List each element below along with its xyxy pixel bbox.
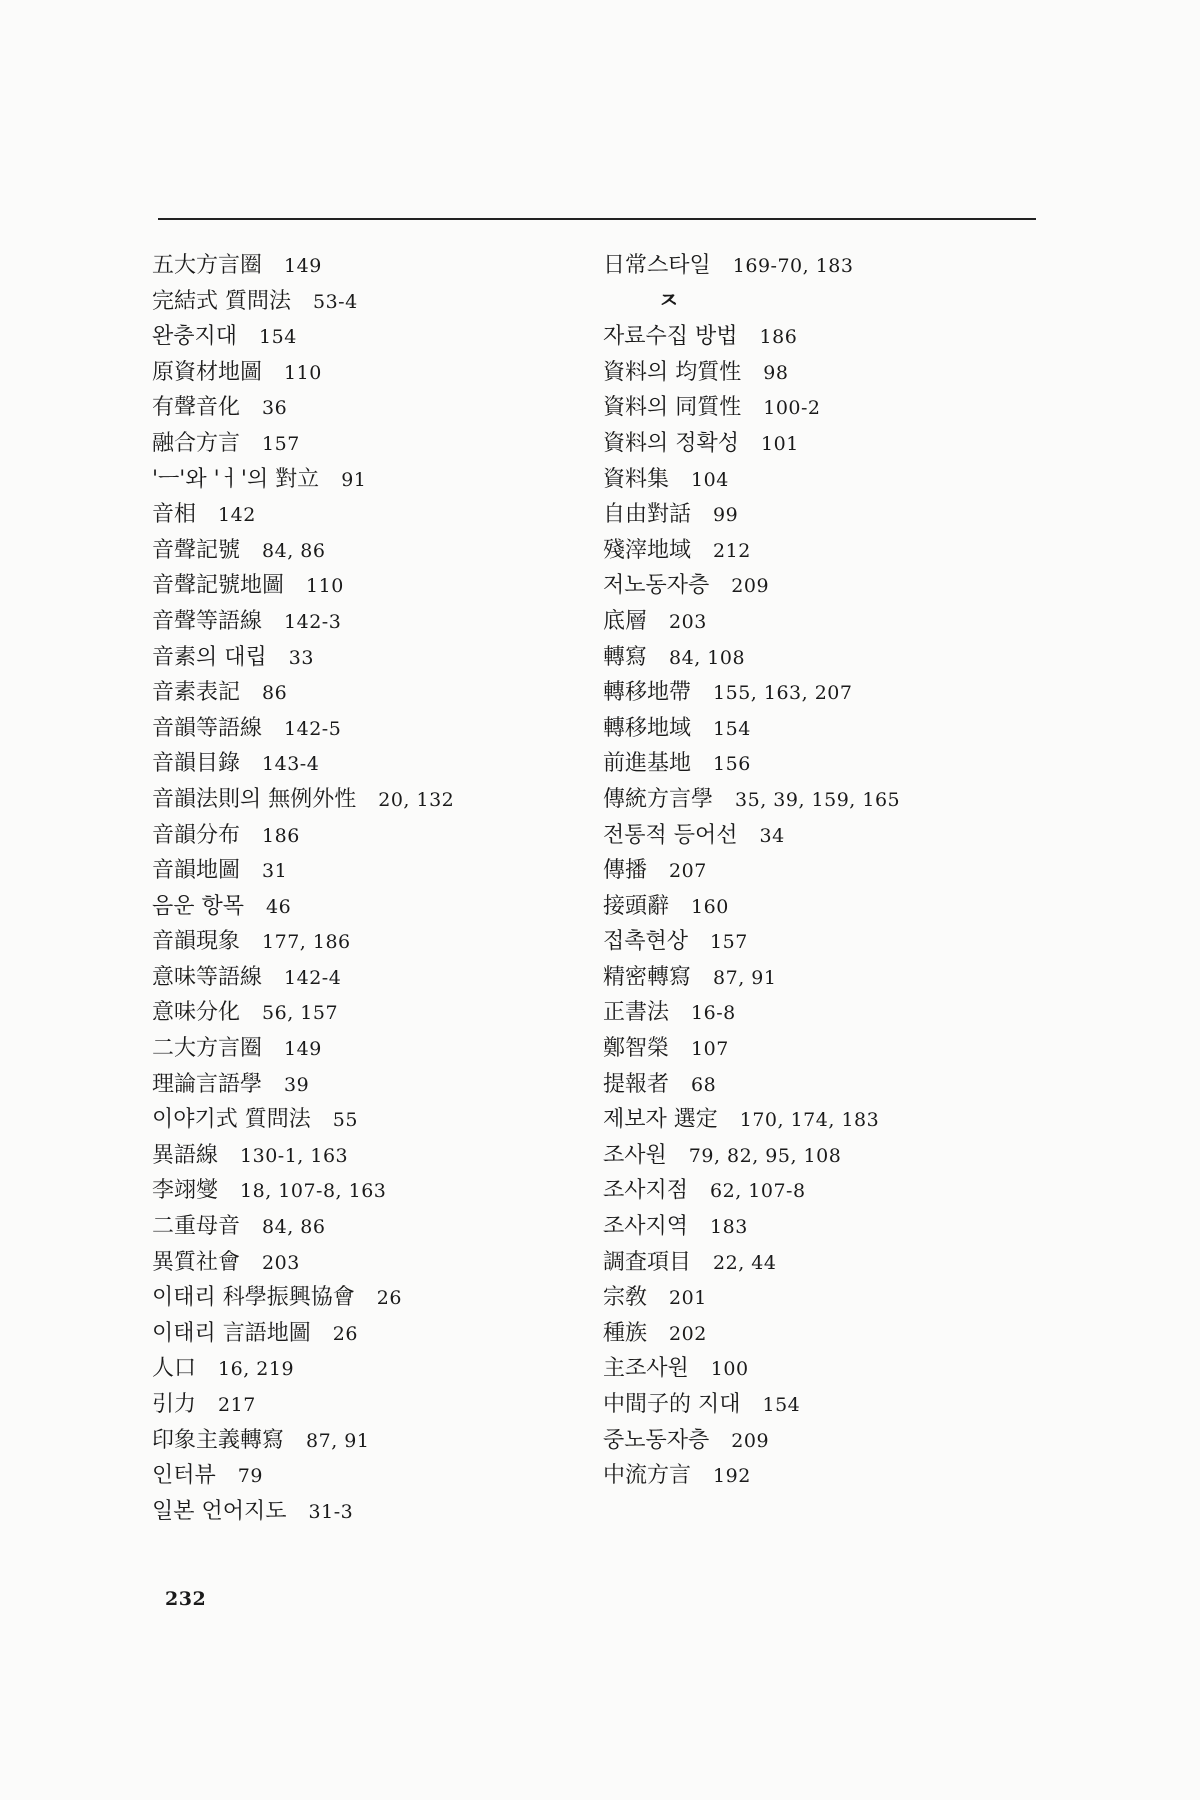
index-term: 제보자 選定: [603, 1107, 718, 1133]
index-term: 李翊燮: [152, 1178, 219, 1204]
index-term: 轉寫: [603, 644, 648, 670]
index-pages: 142-4: [284, 966, 342, 989]
index-entry: [152, 426, 592, 462]
index-term: 傳播: [603, 858, 648, 884]
index-term: 原資材地圖: [152, 359, 263, 385]
index-entry: [603, 1067, 1043, 1103]
index-term: 鄭智榮: [603, 1036, 670, 1062]
index-term: 인터뷰: [152, 1463, 216, 1489]
index-pages: 99: [713, 504, 739, 527]
index-term: 底層: [603, 608, 648, 634]
index-term: 引力: [152, 1392, 197, 1417]
index-pages: 142-3: [284, 610, 342, 633]
index-pages: 56, 157: [262, 1002, 339, 1025]
index-entry: [152, 924, 592, 960]
section-letter: ㅈ: [658, 287, 680, 314]
index-term: 中間子的 지대: [603, 1392, 741, 1417]
index-pages: 209: [731, 1429, 770, 1452]
index-entry: [152, 1351, 592, 1387]
index-term: 音韻目錄: [152, 751, 241, 777]
index-entry: [152, 1494, 592, 1530]
index-entry: [603, 1423, 1043, 1459]
index-pages: 84, 86: [262, 539, 326, 562]
index-entry: [152, 568, 592, 604]
index-entry: [603, 853, 1043, 889]
index-entry: [603, 462, 1043, 498]
index-term: 'ㅡ'와 'ㅓ'의 對立: [152, 466, 320, 492]
index-term: 音素表記: [152, 680, 241, 706]
index-entry: [603, 711, 1043, 747]
index-term: 調査項目: [603, 1249, 692, 1275]
index-term: 傳統方言學: [603, 786, 714, 812]
index-entry: [603, 497, 1043, 533]
index-entry: [152, 995, 592, 1031]
index-pages: 157: [262, 432, 300, 455]
index-entry: [152, 1245, 592, 1281]
index-pages: 142-5: [284, 717, 342, 740]
index-entry: [603, 1458, 1043, 1494]
index-pages: 31: [262, 860, 288, 883]
index-pages: 39: [284, 1073, 310, 1096]
index-term: 種族: [603, 1320, 648, 1346]
index-pages: 154: [713, 717, 751, 740]
index-term: 宗敎: [603, 1285, 648, 1311]
index-pages: 22, 44: [713, 1251, 777, 1274]
index-pages: 100-2: [763, 397, 821, 420]
index-term: 완충지대: [152, 324, 238, 350]
index-entry: [603, 924, 1043, 960]
index-entry: [603, 1316, 1043, 1352]
index-term: 音韻現象: [152, 929, 241, 955]
index-entry: [603, 355, 1043, 391]
index-entry: [603, 1102, 1043, 1138]
index-pages: 100: [710, 1358, 749, 1381]
index-entry: [152, 1387, 592, 1423]
index-pages: 31-3: [308, 1500, 354, 1523]
index-pages: 26: [376, 1287, 402, 1310]
index-pages: 84, 86: [262, 1216, 326, 1239]
index-term: 意味分化: [152, 1000, 241, 1026]
index-entry: [603, 390, 1043, 426]
index-entry: [152, 889, 592, 925]
index-term: 音韻法則의 無例外性: [152, 786, 357, 812]
index-pages: 62, 107-8: [710, 1180, 806, 1203]
index-term: 조사원: [603, 1142, 667, 1168]
index-entry: [603, 568, 1043, 604]
index-column-left: [152, 248, 592, 1529]
index-term: 自由對話: [603, 502, 692, 528]
index-term: 音韻分布: [152, 822, 241, 848]
index-term: 자료수집 방법: [603, 324, 738, 350]
index-pages: 84, 108: [669, 646, 746, 669]
index-term: 融合方言: [152, 430, 241, 456]
index-term: 異質社會: [152, 1249, 241, 1275]
index-pages: 35, 39, 159, 165: [735, 788, 901, 811]
index-pages: 33: [288, 646, 314, 669]
index-term: 人口: [152, 1356, 197, 1382]
index-pages: 207: [669, 860, 707, 883]
index-pages: 98: [763, 361, 789, 384]
index-term: 五大方言圈: [152, 253, 263, 278]
index-term: 二重母音: [152, 1214, 241, 1240]
index-pages: 142: [218, 504, 256, 527]
index-entry: [603, 1245, 1043, 1281]
index-term: 前進基地: [603, 751, 692, 777]
index-entry: [152, 675, 592, 711]
index-entry: [152, 1458, 592, 1494]
index-pages: 53-4: [313, 290, 358, 313]
index-entry: [152, 1316, 592, 1352]
index-entry: [603, 604, 1043, 640]
index-entry: [152, 355, 592, 391]
index-pages: 149: [284, 1038, 322, 1061]
index-entry: [603, 1031, 1043, 1067]
index-term: 日常스타일: [603, 253, 711, 278]
index-entry: [152, 497, 592, 533]
index-term: 資料의 同質性: [603, 395, 742, 421]
index-pages: 183: [710, 1216, 748, 1239]
index-term: 이야기式 質問法: [152, 1107, 311, 1133]
index-entry: [603, 248, 1043, 284]
index-term: 資料集: [603, 466, 670, 492]
index-entry: [152, 1031, 592, 1067]
index-term: 完結式 質問法: [152, 288, 291, 314]
index-term: 異語線: [152, 1142, 219, 1168]
index-term: 음운 항목: [152, 893, 245, 919]
index-entry: [152, 1423, 592, 1459]
index-term: 접촉현상: [603, 929, 689, 955]
index-pages: 36: [262, 397, 288, 420]
index-entry: [603, 818, 1043, 854]
index-term: 印象主義轉寫: [152, 1427, 285, 1453]
index-term: 音相: [152, 502, 197, 528]
index-entry: [152, 640, 592, 676]
index-pages: 156: [713, 753, 751, 776]
index-pages: 154: [259, 326, 297, 349]
index-term: 이태리 言語地圖: [152, 1320, 311, 1346]
index-pages: 160: [691, 895, 729, 918]
index-pages: 177, 186: [262, 931, 351, 954]
index-pages: 104: [691, 468, 729, 491]
index-pages: 143-4: [262, 753, 320, 776]
index-pages: 170, 174, 183: [739, 1109, 880, 1132]
index-entry: [603, 1280, 1043, 1316]
index-term: 音聲記號地圖: [152, 573, 285, 599]
index-entry: [603, 782, 1043, 818]
index-term: 資料의 均質性: [603, 359, 742, 385]
index-entry: [152, 604, 592, 640]
index-term: 조사지역: [603, 1214, 689, 1240]
index-pages: 18, 107-8, 163: [240, 1180, 387, 1203]
index-entry: [603, 960, 1043, 996]
index-term: 중노동자층: [603, 1427, 710, 1453]
index-entry: [152, 1138, 592, 1174]
index-pages: 212: [713, 539, 751, 562]
index-entry: [152, 746, 592, 782]
index-pages: 154: [762, 1394, 801, 1416]
index-pages: 186: [262, 824, 300, 847]
index-pages: 101: [761, 432, 799, 455]
index-term: 殘滓地域: [603, 537, 692, 563]
index-pages: 55: [332, 1109, 358, 1132]
index-entry: [152, 1209, 592, 1245]
index-pages: 68: [691, 1073, 717, 1096]
index-pages: 110: [284, 361, 322, 384]
index-pages: 130-1, 163: [240, 1144, 349, 1167]
index-entry: [152, 462, 592, 498]
header-rule: [158, 218, 1036, 220]
index-entry: [603, 1138, 1043, 1174]
index-entry: [603, 533, 1043, 569]
index-term: 音韻等語線: [152, 715, 263, 741]
index-term: 主조사원: [603, 1356, 689, 1382]
index-entry: [152, 960, 592, 996]
index-column-right: [603, 248, 1043, 1494]
index-pages: 16, 219: [218, 1358, 295, 1381]
index-pages: 201: [669, 1287, 707, 1310]
index-pages: 107: [691, 1038, 729, 1061]
index-term: 提報者: [603, 1071, 670, 1097]
index-pages: 16-8: [691, 1002, 736, 1025]
index-term: 저노동자층: [603, 573, 710, 599]
index-term: 轉移地帶: [603, 680, 692, 706]
index-pages: 149: [284, 255, 322, 277]
index-entry: [603, 640, 1043, 676]
index-pages: 26: [332, 1322, 358, 1345]
index-entry: [603, 426, 1043, 462]
index-pages: 46: [266, 895, 292, 918]
index-term: 전통적 등어선: [603, 822, 738, 848]
index-term: 二大方言圈: [152, 1036, 263, 1062]
index-pages: 79, 82, 95, 108: [688, 1144, 842, 1167]
index-term: 조사지점: [603, 1178, 689, 1204]
index-term: 正書法: [603, 1000, 670, 1026]
index-entry: [603, 995, 1043, 1031]
index-pages: 186: [759, 326, 798, 349]
index-entry: [152, 853, 592, 889]
index-pages: 169-70, 183: [732, 255, 854, 277]
index-pages: 86: [262, 682, 288, 705]
index-entry: [152, 782, 592, 818]
index-pages: 87, 91: [713, 966, 777, 989]
index-entry: [603, 675, 1043, 711]
index-pages: 203: [669, 610, 707, 633]
index-term: 音素의 대립: [152, 644, 267, 670]
index-term: 일본 언어지도: [152, 1498, 287, 1524]
index-pages: 202: [669, 1322, 707, 1345]
index-pages: 203: [262, 1251, 300, 1274]
index-pages: 217: [218, 1394, 256, 1416]
index-term: 音聲等語線: [152, 608, 263, 634]
index-pages: 91: [341, 468, 367, 491]
index-pages: 157: [710, 931, 748, 954]
index-entry: [603, 1173, 1043, 1209]
index-entry: [152, 1067, 592, 1103]
index-entry: [152, 533, 592, 569]
index-entry: [603, 1387, 1043, 1423]
index-pages: 87, 91: [306, 1429, 370, 1452]
index-entry: [152, 284, 592, 320]
index-pages: 20, 132: [378, 788, 455, 811]
index-pages: 79: [237, 1465, 263, 1488]
index-term: 音韻地圖: [152, 858, 241, 884]
index-pages: 34: [759, 824, 785, 847]
index-entry: [152, 248, 592, 284]
index-entry: [152, 319, 592, 355]
index-pages: 192: [713, 1465, 751, 1488]
index-term: 音聲記號: [152, 537, 241, 563]
index-entry: [603, 889, 1043, 925]
index-entry: [152, 1173, 592, 1209]
index-term: 接頭辭: [603, 893, 670, 919]
index-term: 意味等語線: [152, 964, 263, 990]
index-entry: [152, 390, 592, 426]
index-entry: [603, 1351, 1043, 1387]
index-term: 中流方言: [603, 1463, 692, 1489]
index-entry: [603, 319, 1043, 355]
index-entry: [603, 746, 1043, 782]
index-term: 資料의 정확성: [603, 430, 740, 456]
index-pages: 155, 163, 207: [713, 682, 853, 705]
index-term: 轉移地域: [603, 715, 692, 741]
index-entry: [152, 818, 592, 854]
index-term: 精密轉寫: [603, 964, 692, 990]
index-entry: [152, 1102, 592, 1138]
index-term: 有聲音化: [152, 395, 241, 421]
index-term: 理論言語學: [152, 1071, 263, 1097]
page-number: 232: [165, 1588, 207, 1610]
index-term: 이태리 科學振興協會: [152, 1285, 355, 1311]
index-entry: [603, 1209, 1043, 1245]
index-entry: [152, 1280, 592, 1316]
index-entry: [152, 711, 592, 747]
index-pages: 209: [731, 575, 770, 598]
index-pages: 110: [306, 575, 344, 598]
